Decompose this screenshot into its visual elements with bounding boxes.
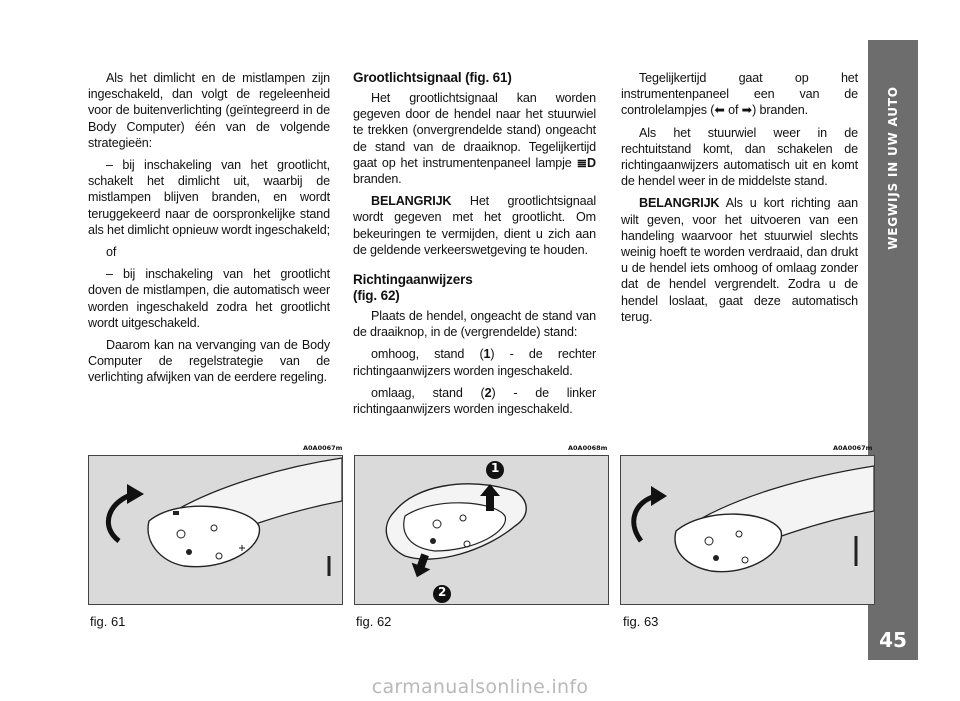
- figure-caption: fig. 61: [90, 614, 126, 629]
- figure-caption: fig. 62: [356, 614, 392, 629]
- figure-code: A0A0067m: [303, 444, 343, 452]
- arrow-left-icon: ⬅: [714, 103, 725, 118]
- arrow-right-icon: ➡: [741, 103, 753, 118]
- paragraph: [353, 385, 596, 417]
- position-number: 2: [484, 385, 492, 400]
- figure-code: A0A0068m: [568, 444, 608, 452]
- position-number: 1: [483, 347, 491, 362]
- text-column-3: [621, 70, 858, 331]
- paragraph: – bij inschakeling van het grootlicht, schakelt het dimlicht uit, waarbij de mistlampen blijven branden, en wordt teruggekeerd naar de oorspronkelijke stand als het dimlicht opnieuw wordt ingeschakeld;: [88, 158, 330, 237]
- text-column-2: [353, 70, 596, 423]
- paragraph: Als het stuurwiel weer in de rechtuitstand komt, dan schakelen de richtingaanwijzers automatisch uit en komt de hendel weer in de middelste stand.: [621, 125, 858, 189]
- text: Het grootlichtsignaal kan worden gegeven door de hendel naar het stuurwiel te trekken (onvergrendelde stand) ongeacht de stand van de draaiknop. Tegelijkertijd gaat op het instrumentenpaneel lampje: [353, 91, 596, 170]
- heading-high-beam-flash: Grootlichtsignaal (fig. 61): [353, 70, 512, 85]
- paragraph: [353, 346, 596, 378]
- section-title: WEGWIJS IN UW AUTO: [886, 86, 900, 250]
- stalk-illustration: [621, 456, 874, 604]
- stalk-illustration: [355, 456, 608, 604]
- paragraph: Plaats de hendel, ongeacht de stand van de draaiknop, in de (vergrendelde) stand:: [353, 309, 596, 340]
- heading-turn-signals: [353, 272, 596, 304]
- stalk-illustration: [89, 456, 342, 604]
- paragraph: [353, 90, 596, 187]
- figure-code: A0A0067m: [833, 444, 873, 452]
- text-column-1: [88, 70, 330, 392]
- important-label: BELANGRIJK: [639, 196, 720, 211]
- paragraph: Als het dimlicht en de mistlampen zijn ingeschakeld, dan volgt de regeleenheid voor de buitenverlichting (geïntegreerd in de Body Computer) één van de volgende strategieën:: [88, 71, 330, 150]
- marker-1-label: 1: [491, 461, 500, 475]
- section-sidebar: [868, 40, 918, 660]
- text: ) - de linker richtingaanwijzers worden ingeschakeld.: [353, 385, 596, 417]
- figure-63-lever: [620, 455, 875, 605]
- paragraph: of: [106, 245, 117, 260]
- paragraph: [621, 195, 858, 325]
- heading-line: (fig. 62): [353, 288, 400, 304]
- text: Tegelijkertijd gaat op het instrumentenpaneel een van de controlelampjes (: [621, 71, 858, 118]
- paragraph: Daarom kan na vervanging van de Body Computer de regelstrategie van de verlichting afwijken van de eerdere regeling.: [88, 338, 330, 385]
- text: omhoog, stand (: [371, 347, 484, 362]
- watermark: carmanualsonline.info: [371, 676, 589, 698]
- heading-line: Richtingaanwijzers: [353, 272, 473, 288]
- marker-2-label: 2: [438, 585, 447, 599]
- section-title-block: [868, 40, 918, 280]
- figure-61-lever: [88, 455, 343, 605]
- text: ) branden.: [752, 103, 808, 118]
- figure-caption: fig. 63: [623, 614, 659, 629]
- paragraph: [621, 70, 858, 119]
- text: Het grootlichtsignaal wordt gegeven met het grootlicht. Om bekeuringen te vermijden, dient u zich aan de geldende verkeerswetgeving te houden.: [353, 194, 596, 257]
- text: of: [728, 103, 739, 118]
- text: omlaag, stand (: [371, 385, 485, 400]
- page-number: 45: [879, 628, 907, 652]
- important-label: BELANGRIJK: [371, 194, 452, 209]
- paragraph: [353, 193, 596, 258]
- text: branden.: [353, 172, 402, 187]
- paragraph: – bij inschakeling van het grootlicht doven de mistlampen, die automatisch weer worden ingeschakeld zodra het grootlicht wordt uitgeschakeld.: [88, 267, 330, 330]
- text: ) - de rechter richtingaanwijzers worden ingeschakeld.: [353, 347, 596, 378]
- figure-62-lever: [354, 455, 609, 605]
- text: Als u kort richting aan wilt geven, voor het uitvoeren van een handeling waarvoor het stuurwiel slechts weinig hoeft te worden verdraaid, dan drukt u de hendel iets omhoog of omlaag zonder dat de hendel vergrendelt. Zodra u de hendel loslaat, gaat deze automatisch terug.: [621, 196, 859, 324]
- high-beam-icon: ≣D: [576, 155, 596, 170]
